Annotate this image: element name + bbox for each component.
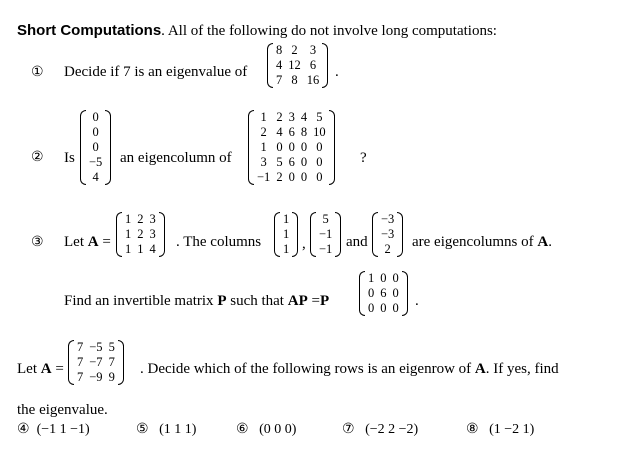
matrix-entry: 12 — [288, 58, 301, 72]
problem-1-matrix — [267, 43, 328, 88]
diagonal-matrix — [359, 271, 408, 316]
option-6 — [236, 421, 296, 438]
matrix-entry: 0 — [380, 271, 387, 285]
matrix-entry: 8 — [300, 125, 308, 139]
option-marker: ⑥ — [236, 422, 249, 437]
matrix-entry: 8 — [291, 73, 298, 87]
matrix-entry: 0 — [92, 125, 99, 139]
problem-1-marker: ① — [31, 65, 44, 80]
matrix-row — [378, 212, 397, 227]
matrix-entry: 10 — [313, 125, 326, 139]
matrix-entry: 2 — [260, 125, 267, 139]
matrix-row — [122, 227, 159, 242]
matrix-entry: 6 — [309, 58, 317, 72]
matrix-row — [316, 212, 335, 227]
matrix-entry: 0 — [92, 110, 99, 124]
matrix-entry: 4 — [92, 170, 99, 184]
matrix-entry: 1 — [125, 212, 132, 226]
ap-symbol: AP — [287, 293, 308, 309]
matrix-entry: 2 — [276, 110, 283, 124]
problem-1-text: Decide if 7 is an eigenvalue of — [64, 64, 248, 80]
problem-3-marker: ③ — [31, 235, 44, 250]
problem-2-matrix — [248, 110, 335, 185]
matrix-entry: 0 — [316, 170, 323, 184]
matrix-row — [365, 286, 402, 301]
matrix-a-symbol: A — [474, 361, 486, 377]
matrix-a-symbol: A — [537, 234, 549, 250]
matrix-entry: 5 — [108, 340, 115, 354]
matrix-entry: 6 — [380, 286, 387, 300]
and-word: and — [346, 234, 368, 250]
question-text-end: . If yes, find — [485, 361, 559, 377]
option-row: (−1 1 −1) — [36, 422, 90, 437]
matrix-entry: 0 — [368, 301, 375, 315]
option-row: (−2 2 −2) — [365, 422, 419, 437]
matrix-row — [316, 227, 335, 242]
problem-3-matrix-a — [116, 212, 165, 257]
matrix-p-symbol: P — [217, 293, 227, 309]
problem-4-let — [17, 361, 64, 378]
problem-2-marker: ② — [31, 150, 44, 165]
matrix-entry: −7 — [89, 355, 103, 369]
matrix-entry: −1 — [319, 242, 333, 256]
matrix-row — [254, 170, 329, 185]
matrix-entry: 0 — [288, 170, 295, 184]
matrix-row — [280, 242, 292, 257]
matrix-row — [254, 110, 329, 125]
matrix-entry: 0 — [368, 286, 375, 300]
eigencolumn-3 — [372, 212, 403, 257]
matrix-entry: 2 — [384, 242, 391, 256]
matrix-row — [273, 73, 322, 88]
matrix-entry: 0 — [392, 271, 399, 285]
matrix-entry: 9 — [108, 370, 115, 384]
matrix-entry: 7 — [108, 355, 115, 369]
problem-1-period: . — [335, 64, 339, 80]
matrix-entry: 1 — [125, 227, 132, 241]
matrix-entry: 0 — [300, 170, 308, 184]
problem-4-line2: the eigenvalue. — [17, 402, 108, 418]
page-title — [17, 22, 497, 40]
let-word: Let — [64, 234, 84, 250]
matrix-entry: 4 — [149, 242, 156, 256]
matrix-entry: 0 — [392, 301, 399, 315]
matrix-a-symbol: A — [40, 361, 52, 377]
problem-4-question — [140, 361, 559, 378]
matrix-entry: 1 — [137, 242, 144, 256]
matrix-a-symbol: A — [87, 234, 99, 250]
matrix-entry: 0 — [300, 155, 308, 169]
matrix-row — [254, 155, 329, 170]
matrix-row — [122, 242, 159, 257]
matrix-entry: −3 — [381, 227, 395, 241]
matrix-entry: 0 — [276, 140, 283, 154]
period: . — [415, 293, 419, 309]
matrix-entry: 0 — [380, 301, 387, 315]
equals-sign: = — [55, 361, 64, 377]
matrix-row — [74, 355, 118, 370]
matrix-entry: −1 — [257, 170, 271, 184]
option-marker: ⑧ — [466, 422, 479, 437]
option-row: (1 −2 1) — [489, 422, 535, 437]
matrix-row — [273, 58, 322, 73]
matrix-entry: 1 — [283, 227, 290, 241]
period: . — [548, 234, 552, 250]
matrix-entry: 1 — [283, 242, 290, 256]
matrix-row — [74, 340, 118, 355]
comma: , — [302, 236, 306, 252]
matrix-entry: 1 — [260, 110, 267, 124]
problem-2-mid-text: an eigencolumn of — [120, 150, 232, 166]
find-text: Find an invertible matrix — [64, 293, 214, 309]
matrix-entry: 6 — [288, 125, 295, 139]
matrix-row — [280, 212, 292, 227]
option-marker: ⑦ — [342, 422, 355, 437]
matrix-entry: 5 — [276, 155, 283, 169]
matrix-entry: 4 — [300, 110, 308, 124]
matrix-p-symbol: P — [319, 293, 330, 309]
matrix-entry: 8 — [276, 43, 283, 57]
matrix-entry: 3 — [149, 212, 156, 226]
matrix-entry: 2 — [137, 212, 144, 226]
matrix-row — [254, 140, 329, 155]
eigencolumn-1 — [274, 212, 298, 257]
such-that-text: such that — [230, 293, 284, 309]
option-8 — [466, 421, 534, 438]
matrix-row — [86, 140, 105, 155]
matrix-entry: 7 — [77, 340, 84, 354]
matrix-entry: 7 — [77, 370, 84, 384]
matrix-entry: 0 — [316, 155, 323, 169]
matrix-entry: 0 — [288, 140, 295, 154]
let-word: Let — [17, 361, 37, 377]
matrix-entry: −1 — [319, 227, 333, 241]
matrix-entry: 0 — [316, 140, 323, 154]
are-eigencolumns-text: are eigencolumns of — [412, 234, 534, 250]
matrix-entry: 3 — [149, 227, 156, 241]
matrix-row — [254, 125, 329, 140]
option-row: (0 0 0) — [259, 422, 297, 437]
matrix-row — [280, 227, 292, 242]
matrix-entry: 6 — [288, 155, 295, 169]
matrix-entry: 1 — [260, 140, 267, 154]
matrix-entry: 5 — [322, 212, 329, 226]
matrix-entry: 2 — [137, 227, 144, 241]
matrix-entry: −3 — [381, 212, 395, 226]
matrix-row — [316, 242, 335, 257]
matrix-row — [86, 125, 105, 140]
matrix-entry: 2 — [276, 170, 283, 184]
matrix-row — [365, 301, 402, 316]
matrix-row — [365, 271, 402, 286]
option-5 — [136, 421, 196, 438]
matrix-row — [122, 212, 159, 227]
matrix-row — [273, 43, 322, 58]
problem-3-are-text — [412, 234, 552, 251]
matrix-entry: 3 — [260, 155, 267, 169]
matrix-entry: 2 — [291, 43, 298, 57]
matrix-entry: 3 — [309, 43, 317, 57]
matrix-row — [86, 110, 105, 125]
matrix-entry: 5 — [316, 110, 323, 124]
matrix-entry: −5 — [89, 340, 103, 354]
matrix-entry: −9 — [89, 370, 103, 384]
matrix-entry: 0 — [300, 140, 308, 154]
title-bold: Short Computations — [17, 22, 162, 39]
problem-2-is: Is — [64, 150, 75, 166]
equals-sign: = — [311, 293, 320, 309]
matrix-entry: 16 — [306, 73, 320, 87]
option-4 — [17, 421, 90, 438]
matrix-entry: −5 — [89, 155, 103, 169]
problem-2-vector — [80, 110, 111, 185]
problem-3-columns-text: . The columns — [176, 234, 262, 250]
title-rest: . All of the following do not involve long computations: — [161, 23, 497, 39]
problem-3-find-line — [64, 293, 329, 310]
problem-2-question: ? — [360, 150, 367, 166]
matrix-entry: 1 — [283, 212, 290, 226]
option-7 — [342, 421, 418, 438]
matrix-entry: 0 — [392, 286, 399, 300]
question-text: . Decide which of the following rows is an eigenrow of — [140, 361, 472, 377]
matrix-row — [74, 370, 118, 385]
eigencolumn-2 — [310, 212, 341, 257]
matrix-row — [86, 155, 105, 170]
matrix-row — [378, 227, 397, 242]
option-marker: ⑤ — [136, 422, 149, 437]
option-row: (1 1 1) — [159, 422, 197, 437]
problem-4-matrix-a — [68, 340, 124, 385]
matrix-row — [86, 170, 105, 185]
matrix-entry: 7 — [77, 355, 84, 369]
matrix-entry: 4 — [276, 125, 283, 139]
matrix-entry: 3 — [288, 110, 295, 124]
matrix-entry: 0 — [92, 140, 99, 154]
equals-sign: = — [102, 234, 111, 250]
matrix-entry: 4 — [276, 58, 283, 72]
matrix-row — [378, 242, 397, 257]
matrix-entry: 1 — [368, 271, 375, 285]
option-marker: ④ — [17, 422, 30, 437]
matrix-entry: 7 — [276, 73, 283, 87]
problem-3-let — [64, 234, 111, 251]
matrix-entry: 1 — [125, 242, 132, 256]
